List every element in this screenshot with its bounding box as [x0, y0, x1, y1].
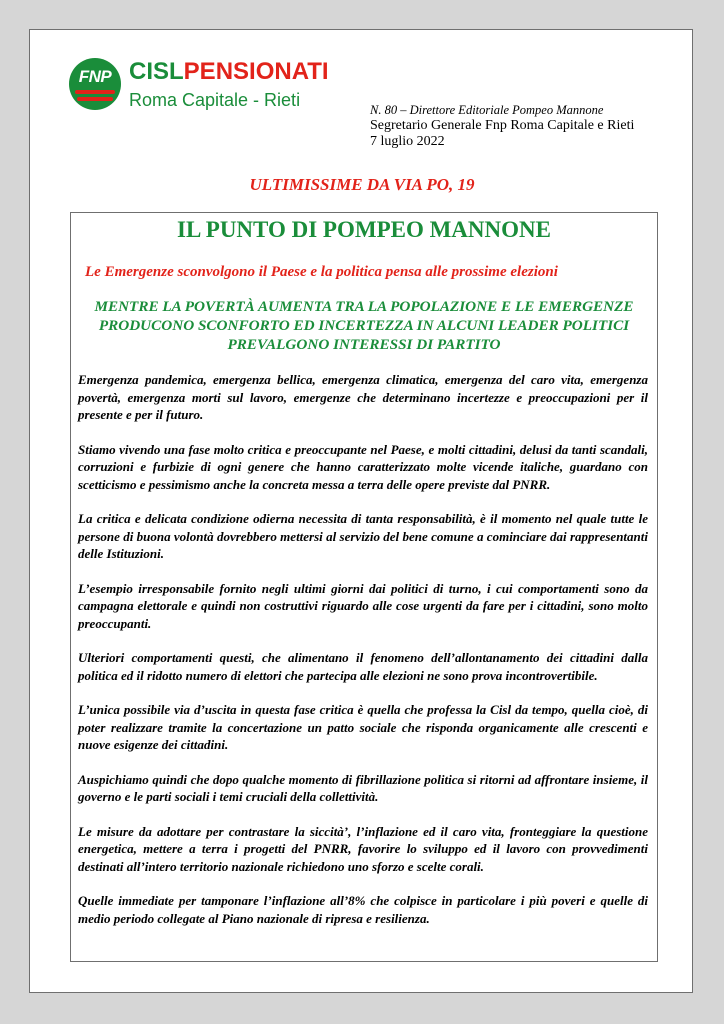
fnp-cisl-logo	[69, 58, 329, 116]
article-paragraph: Le misure da adottare per contrastare la siccità’, l’inflazione ed il caro vita, fronteggiare la questione energetica, mettere a terra i progetti del PNRR, favorire lo sviluppo ed il lavoro con provvedimenti destinati all’intero territorio nazionale richiedono uno sforzo e scelte corali.	[78, 823, 648, 874]
article-paragraph: Quelle immediate per tamponare l’inflazione all’8% che colpisce in particolare i più poveri e quelle di medio periodo collegate al Piano nazionale di ripresa e resilienza.	[78, 893, 648, 926]
logo-stripe	[75, 90, 115, 94]
article-paragraph: Emergenza pandemica, emergenza bellica, emergenza climatica, emergenza del caro vita, emergenza povertà, emergenza morti sul lavoro, emergenze che determinano incertezze e preoccupazioni per il presente e per il futuro.	[78, 372, 648, 422]
article-title: IL PUNTO DI POMPEO MANNONE	[177, 217, 551, 242]
document-page	[29, 29, 693, 993]
article-subtitle: Le Emergenze sconvolgono il Paese e la politica pensa alle prossime elezioni	[85, 264, 558, 280]
article-headline: MENTRE LA POVERTÀ AUMENTA TRA LA POPOLAZIONE E LE EMERGENZE PRODUCONO SCONFORTO ED INCERTEZZA IN ALCUNI LEADER POLITICI PREVALGONO INTERESSI DI PARTITO	[94, 298, 634, 353]
issue-date: 7 luglio 2022	[370, 134, 445, 149]
secretary-line: Segretario Generale Fnp Roma Capitale e Rieti	[370, 118, 635, 133]
article-paragraph: Ulteriori comportamenti questi, che alimentano il fenomeno dell’allontanamento dei cittadini dalla politica ed il ridotto numero di elettori che partecipa alle elezioni ne sono prova incontrovertibile.	[78, 650, 648, 683]
section-title: ULTIMISSIME DA VIA PO, 19	[249, 175, 475, 194]
article-paragraph: Stiamo vivendo una fase molto critica e preoccupante nel Paese, e molti cittadini, delusi da tanti scandali, corruzioni e furbizie di ogni genere che hanno caratterizzato molte vicende italiche, guardano con scetticismo e pessimismo anche la concreta messa a terra delle opere previste dal PNRR.	[78, 441, 648, 492]
fnp-logo-icon	[69, 58, 121, 110]
article-paragraph: Auspichiamo quindi che dopo qualche momento di fibrillazione politica si ritorni ad affrontare insieme, il governo e le parti sociali i temi cruciali della collettività.	[78, 771, 648, 804]
header-info	[370, 102, 634, 150]
logo-stripe	[77, 97, 113, 101]
logo-title-cisl: CISL	[129, 58, 184, 85]
logo-title	[129, 58, 329, 86]
article-paragraph: La critica e delicata condizione odierna necessita di tanta responsabilità, è il momento nel quale tutte le persone di buona volontà dovrebbero mettersi al servizio del bene comune a cominciare dai rappresentanti delle Istituzioni.	[78, 511, 648, 561]
issue-line: N. 80 – Direttore Editoriale Pompeo Mannone	[370, 103, 604, 117]
article-body	[78, 371, 648, 927]
logo-fnp-text: FNP	[78, 67, 112, 86]
logo-title-pensionati: PENSIONATI	[183, 58, 329, 85]
article-paragraph: L’unica possibile via d’uscita in questa fase critica è quella che professa la Cisl da tempo, quella cioè, di poter realizzare tramite la concertazione un patto sociale che risponda organicamente alle crescenti e nuove esigenze dei cittadini.	[78, 702, 648, 752]
article-box	[70, 212, 658, 962]
logo-subtitle: Roma Capitale - Rieti	[129, 90, 301, 110]
article-paragraph: L’esempio irresponsabile fornito negli ultimi giorni dai politici di turno, i cui comportamenti sono da campagna elettorale e quindi non costruttivi riguardo alle cose urgenti da fare per i cittadini, sono molto preoccupanti.	[78, 580, 648, 631]
